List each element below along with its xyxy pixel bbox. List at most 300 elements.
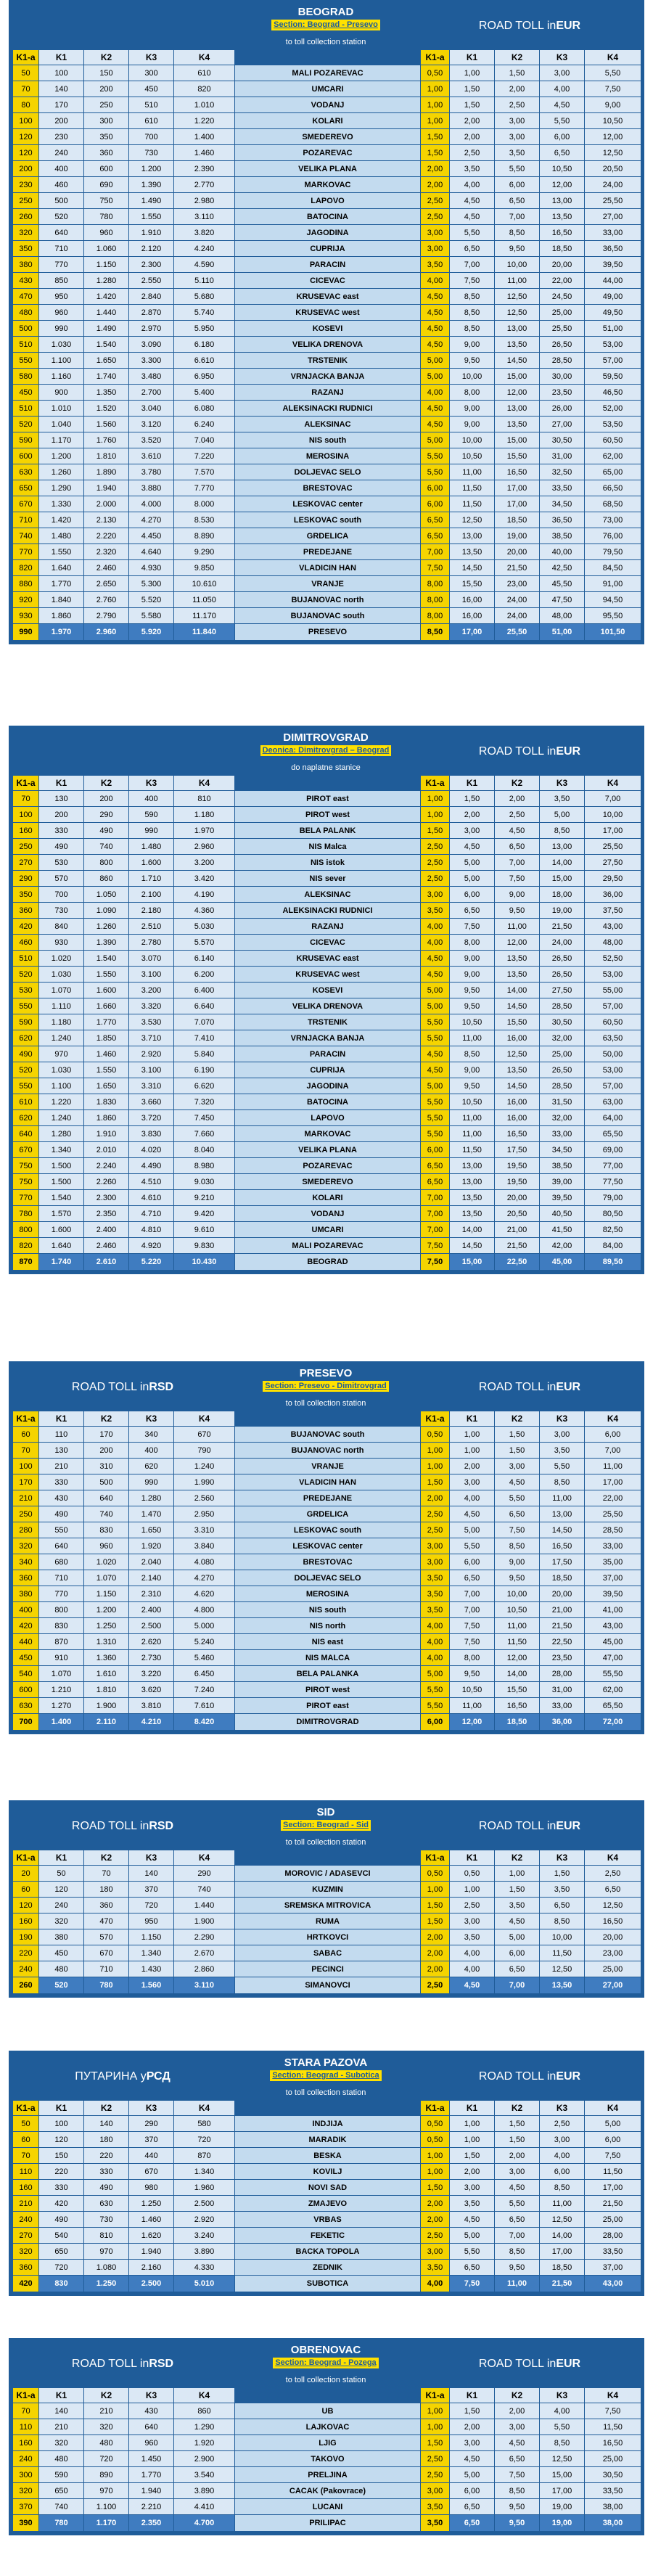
toll-value: 6.140	[174, 951, 235, 967]
toll-value: 20,00	[585, 1929, 641, 1945]
toll-value: 4.080	[174, 1554, 235, 1570]
column-header: K1	[39, 2101, 84, 2116]
toll-value: 17,50	[495, 1142, 540, 1158]
toll-value: 220	[84, 2148, 129, 2164]
station-name: JAGODINA	[235, 1078, 421, 1094]
toll-value: 16,50	[540, 225, 585, 241]
column-header: K1-a	[13, 50, 39, 65]
station-header	[235, 776, 421, 791]
toll-value: 12,50	[540, 2451, 585, 2467]
station-name: BUJANOVAC south	[235, 1427, 421, 1443]
toll-value: 1.600	[84, 983, 129, 998]
toll-value: 1.770	[39, 576, 84, 592]
toll-value: 3,00	[421, 225, 450, 241]
toll-value: 790	[174, 1443, 235, 1459]
section-title: BEOGRAD	[297, 6, 354, 18]
toll-value: 3,00	[495, 113, 540, 129]
toll-value: 430	[13, 273, 39, 289]
toll-value: 5.240	[174, 1634, 235, 1650]
toll-value: 21,50	[540, 919, 585, 935]
toll-value: 3,00	[450, 1913, 495, 1929]
toll-value: 680	[39, 1554, 84, 1570]
toll-section	[9, 1361, 644, 1734]
toll-value: 1.240	[39, 1110, 84, 1126]
toll-value: 2.300	[84, 1190, 129, 1206]
toll-value: 4.270	[129, 512, 174, 528]
station-name: VODANJ	[235, 1206, 421, 1222]
toll-value: 250	[13, 193, 39, 209]
toll-value: 39,50	[585, 257, 641, 273]
toll-value: 38,50	[540, 1158, 585, 1174]
station-name: ALEKSINACKI RUDNICI	[235, 401, 421, 417]
section-header	[12, 1364, 641, 1411]
toll-value: 470	[84, 1913, 129, 1929]
toll-value: 48,00	[585, 935, 641, 951]
toll-value: 24,00	[585, 177, 641, 193]
toll-value: 66,50	[585, 480, 641, 496]
toll-value: 1.440	[174, 1898, 235, 1913]
column-header: K1	[450, 776, 495, 791]
station-name: MEROSINA	[235, 1586, 421, 1602]
station-name: BRESTOVAC	[235, 480, 421, 496]
toll-value: 84,00	[585, 1238, 641, 1254]
total-value: 2.350	[129, 2515, 174, 2532]
toll-value: 28,00	[540, 1666, 585, 1682]
station-name: VODANJ	[235, 97, 421, 113]
toll-value: 11,00	[540, 1490, 585, 1506]
toll-value: 990	[129, 1474, 174, 1490]
station-name: BATOCINA	[235, 1094, 421, 1110]
table-row	[13, 1014, 641, 1030]
toll-value: 770	[13, 544, 39, 560]
toll-value: 12,50	[540, 1961, 585, 1977]
toll-value: 1.740	[84, 369, 129, 385]
toll-value: 6,50	[495, 1961, 540, 1977]
station-name: UMCARI	[235, 1222, 421, 1238]
toll-value: 2.130	[84, 512, 129, 528]
toll-value: 1.280	[39, 1126, 84, 1142]
section-title: OBRENOVAC	[290, 2344, 361, 2356]
toll-value: 3,00	[450, 2435, 495, 2451]
toll-value: 28,50	[540, 353, 585, 369]
total-value: 390	[13, 2515, 39, 2532]
toll-value: 3,00	[450, 2180, 495, 2196]
toll-value: 490	[84, 2180, 129, 2196]
toll-value: 3.830	[129, 1126, 174, 1142]
toll-value: 1.520	[84, 401, 129, 417]
station-name: NIS istok	[235, 855, 421, 871]
column-header: K1-a	[13, 776, 39, 791]
toll-value: 4,50	[450, 193, 495, 209]
toll-value: 490	[39, 2212, 84, 2228]
toll-value: 4.620	[174, 1586, 235, 1602]
toll-value: 830	[84, 1522, 129, 1538]
toll-value: 6,00	[421, 1142, 450, 1158]
toll-value: 4,00	[421, 935, 450, 951]
station-name: MARKOVAC	[235, 177, 421, 193]
toll-table	[12, 1850, 641, 1994]
table-row	[13, 448, 641, 464]
total-value: 2.610	[84, 1254, 129, 1271]
table-row	[13, 903, 641, 919]
toll-value: 300	[129, 65, 174, 81]
toll-value: 21,50	[495, 560, 540, 576]
toll-value: 2.400	[84, 1222, 129, 1238]
toll-value: 2,00	[495, 2148, 540, 2164]
toll-value: 2,50	[421, 839, 450, 855]
toll-value: 8,50	[495, 2244, 540, 2260]
toll-value: 820	[13, 560, 39, 576]
table-row	[13, 2403, 641, 2419]
toll-value: 720	[129, 1898, 174, 1913]
total-value: 3,50	[421, 2515, 450, 2532]
toll-value: 3.200	[174, 855, 235, 871]
station-name: LAPOVO	[235, 193, 421, 209]
toll-value: 380	[13, 1586, 39, 1602]
toll-value: 780	[84, 209, 129, 225]
right-title: ROAD TOLL in EUR	[478, 2358, 581, 2370]
toll-value: 1.180	[39, 1014, 84, 1030]
toll-value: 4,00	[540, 81, 585, 97]
toll-value: 2,00	[421, 1929, 450, 1945]
toll-value: 370	[13, 2499, 39, 2515]
toll-value: 720	[39, 2260, 84, 2276]
toll-value: 11,00	[540, 2196, 585, 2212]
toll-value: 770	[39, 1586, 84, 1602]
toll-value: 2,00	[450, 1459, 495, 1474]
table-row	[13, 592, 641, 608]
station-name: BELA PALANK	[235, 823, 421, 839]
toll-value: 730	[84, 2212, 129, 2228]
toll-value: 25,50	[585, 839, 641, 855]
toll-value: 220	[13, 1945, 39, 1961]
toll-value: 2.840	[129, 289, 174, 305]
table-row	[13, 1618, 641, 1634]
column-header: K1	[450, 2388, 495, 2403]
station-name: ZMAJEVO	[235, 2196, 421, 2212]
toll-value: 800	[13, 1222, 39, 1238]
toll-value: 28,00	[585, 2228, 641, 2244]
table-row	[13, 1030, 641, 1046]
toll-value: 5.400	[174, 385, 235, 401]
toll-value: 110	[13, 2164, 39, 2180]
toll-value: 610	[174, 65, 235, 81]
toll-value: 620	[13, 1030, 39, 1046]
toll-value: 3.840	[174, 1538, 235, 1554]
column-header: K2	[84, 776, 129, 791]
table-row	[13, 871, 641, 887]
toll-value: 5.030	[174, 919, 235, 935]
total-value: 1.970	[39, 624, 84, 641]
table-row	[13, 2180, 641, 2196]
toll-value: 1.340	[129, 1945, 174, 1961]
station-name: INDJIJA	[235, 2116, 421, 2132]
toll-value: 200	[39, 807, 84, 823]
toll-value: 1,50	[421, 2435, 450, 2451]
toll-value: 1.640	[39, 560, 84, 576]
toll-value: 4.330	[174, 2260, 235, 2276]
toll-value: 25,00	[585, 2451, 641, 2467]
toll-value: 2,50	[421, 2228, 450, 2244]
toll-value: 3,00	[495, 1459, 540, 1474]
column-header: K2	[495, 2388, 540, 2403]
total-value: 520	[39, 1977, 84, 1994]
station-name: CICEVAC	[235, 273, 421, 289]
left-title	[12, 3, 233, 49]
toll-value: 950	[129, 1913, 174, 1929]
toll-value: 200	[39, 113, 84, 129]
total-value: 6,50	[450, 2515, 495, 2532]
toll-value: 46,50	[585, 385, 641, 401]
toll-value: 6,50	[540, 145, 585, 161]
toll-value: 7.320	[174, 1094, 235, 1110]
toll-value: 32,50	[540, 464, 585, 480]
toll-value: 6,50	[495, 1506, 540, 1522]
column-header: K1	[39, 2388, 84, 2403]
toll-section	[9, 1800, 644, 1998]
toll-value: 2.350	[84, 1206, 129, 1222]
toll-value: 3,50	[540, 791, 585, 807]
toll-value: 6,50	[450, 2260, 495, 2276]
toll-value: 1.350	[84, 385, 129, 401]
toll-value: 3,00	[540, 65, 585, 81]
toll-value: 1.060	[84, 241, 129, 257]
toll-value: 670	[84, 1945, 129, 1961]
toll-value: 1.490	[84, 321, 129, 337]
toll-value: 4,00	[540, 2403, 585, 2419]
toll-value: 1.200	[129, 161, 174, 177]
toll-value: 10,50	[495, 1602, 540, 1618]
toll-value: 7,50	[495, 1522, 540, 1538]
toll-value: 3.090	[129, 337, 174, 353]
toll-value: 710	[39, 1570, 84, 1586]
toll-value: 2,00	[450, 2164, 495, 2180]
toll-value: 16,00	[495, 1110, 540, 1126]
table-row	[13, 1062, 641, 1078]
toll-value: 2.300	[129, 257, 174, 273]
table-row	[13, 1961, 641, 1977]
toll-value: 360	[13, 1570, 39, 1586]
column-header: K3	[129, 50, 174, 65]
column-header: K1	[450, 1411, 495, 1427]
toll-value: 350	[13, 887, 39, 903]
toll-value: 0,50	[450, 1866, 495, 1882]
toll-value: 33,00	[585, 1538, 641, 1554]
toll-value: 2.730	[129, 1650, 174, 1666]
toll-value: 7,00	[450, 1602, 495, 1618]
toll-value: 7,50	[450, 919, 495, 935]
toll-value: 21,00	[540, 1602, 585, 1618]
toll-value: 6.450	[174, 1666, 235, 1682]
section-subtitle: Section: Beograd - Presevo	[271, 20, 380, 30]
toll-value: 240	[13, 2451, 39, 2467]
toll-value: 370	[129, 2132, 174, 2148]
toll-value: 12,00	[495, 1650, 540, 1666]
table-row	[13, 1929, 641, 1945]
toll-value: 1.810	[84, 1682, 129, 1698]
toll-value: 480	[84, 2435, 129, 2451]
toll-value: 1.990	[174, 1474, 235, 1490]
toll-value: 50	[13, 65, 39, 81]
toll-value: 3,50	[495, 145, 540, 161]
toll-table	[12, 2100, 641, 2292]
column-header-row	[13, 1411, 641, 1427]
toll-value: 30,50	[585, 2467, 641, 2483]
toll-value: 44,00	[585, 273, 641, 289]
toll-value: 33,00	[540, 1126, 585, 1142]
toll-value: 300	[84, 113, 129, 129]
toll-value: 520	[13, 417, 39, 432]
toll-value: 1.150	[84, 1586, 129, 1602]
toll-value: 330	[39, 1474, 84, 1490]
toll-value: 1,50	[450, 81, 495, 97]
toll-value: 1.860	[84, 1110, 129, 1126]
toll-value: 400	[13, 1602, 39, 1618]
column-header: K1	[39, 50, 84, 65]
toll-value: 9.830	[174, 1238, 235, 1254]
toll-value: 3,00	[540, 1427, 585, 1443]
column-header: K1	[39, 1850, 84, 1866]
station-name: MARKOVAC	[235, 1126, 421, 1142]
toll-value: 1.070	[39, 1666, 84, 1682]
toll-value: 47,00	[585, 1650, 641, 1666]
station-name: LUCANI	[235, 2499, 421, 2515]
toll-value: 15,50	[450, 576, 495, 592]
table-row	[13, 2116, 641, 2132]
station-name: VRNJACKA BANJA	[235, 369, 421, 385]
toll-value: 40,00	[540, 544, 585, 560]
toll-value: 60	[13, 2132, 39, 2148]
toll-value: 1,50	[540, 1866, 585, 1882]
toll-value: 7.410	[174, 1030, 235, 1046]
toll-value: 460	[13, 935, 39, 951]
toll-value: 2,00	[421, 161, 450, 177]
section-title-block	[233, 1803, 419, 1850]
toll-value: 15,50	[495, 448, 540, 464]
toll-value: 5,00	[421, 1078, 450, 1094]
toll-value: 9,50	[450, 998, 495, 1014]
toll-value: 3.220	[129, 1666, 174, 1682]
toll-value: 4,00	[421, 1650, 450, 1666]
toll-value: 7.040	[174, 432, 235, 448]
toll-value: 1.660	[84, 998, 129, 1014]
toll-value: 830	[39, 1618, 84, 1634]
toll-value: 380	[39, 1929, 84, 1945]
toll-value: 1.430	[129, 1961, 174, 1977]
station-name: LJIG	[235, 2435, 421, 2451]
toll-value: 3,00	[495, 2419, 540, 2435]
toll-value: 870	[174, 2148, 235, 2164]
toll-value: 1.240	[39, 1030, 84, 1046]
toll-value: 27,00	[585, 209, 641, 225]
toll-value: 7.240	[174, 1682, 235, 1698]
station-name: VRANJE	[235, 576, 421, 592]
toll-value: 8,00	[421, 592, 450, 608]
toll-value: 9,50	[450, 1666, 495, 1682]
toll-value: 4,50	[540, 97, 585, 113]
toll-value: 9,00	[450, 951, 495, 967]
toll-value: 4,50	[450, 209, 495, 225]
total-value: 38,00	[585, 2515, 641, 2532]
column-header: K1	[39, 776, 84, 791]
toll-value: 48,00	[540, 608, 585, 624]
toll-value: 650	[39, 2483, 84, 2499]
station-name: UMCARI	[235, 81, 421, 97]
toll-value: 740	[39, 2499, 84, 2515]
toll-value: 1.440	[84, 305, 129, 321]
station-name: GRDELICA	[235, 528, 421, 544]
station-name: JAGODINA	[235, 225, 421, 241]
station-name: VRNJACKA BANJA	[235, 1030, 421, 1046]
toll-value: 10.610	[174, 576, 235, 592]
toll-value: 25,00	[540, 1046, 585, 1062]
toll-value: 3.710	[129, 1030, 174, 1046]
toll-value: 9,00	[495, 887, 540, 903]
toll-value: 17,00	[540, 2483, 585, 2499]
column-header: K4	[174, 776, 235, 791]
toll-value: 250	[13, 839, 39, 855]
toll-value: 240	[39, 145, 84, 161]
toll-value: 2,00	[495, 2403, 540, 2419]
toll-value: 70	[13, 2148, 39, 2164]
section-header	[12, 2054, 641, 2100]
toll-value: 3.810	[129, 1698, 174, 1714]
total-value: 12,00	[450, 1714, 495, 1731]
toll-value: 1.500	[39, 1174, 84, 1190]
column-header: K2	[495, 1411, 540, 1427]
table-row	[13, 1882, 641, 1898]
toll-value: 1.070	[39, 983, 84, 998]
toll-value: 60,50	[585, 432, 641, 448]
toll-value: 51,00	[585, 321, 641, 337]
toll-value: 7,50	[450, 273, 495, 289]
toll-value: 11,50	[540, 1945, 585, 1961]
column-header: K4	[174, 1411, 235, 1427]
toll-value: 11,50	[585, 2419, 641, 2435]
station-name: KOSEVI	[235, 983, 421, 998]
column-header-row	[13, 776, 641, 791]
toll-value: 630	[84, 2196, 129, 2212]
total-value: 260	[13, 1977, 39, 1994]
toll-value: 600	[84, 161, 129, 177]
toll-value: 6.400	[174, 983, 235, 998]
right-title: ROAD TOLL in EUR	[478, 745, 581, 758]
total-value: 8.420	[174, 1714, 235, 1731]
table-row	[13, 225, 641, 241]
toll-value: 4,50	[421, 1062, 450, 1078]
toll-value: 12,50	[495, 305, 540, 321]
toll-value: 9,00	[450, 967, 495, 983]
toll-value: 1.920	[129, 1538, 174, 1554]
toll-value: 4.800	[174, 1602, 235, 1618]
toll-value: 1.840	[39, 592, 84, 608]
toll-value: 4,50	[495, 823, 540, 839]
toll-table	[12, 1411, 641, 1731]
toll-value: 14,00	[495, 983, 540, 998]
toll-value: 6,00	[450, 1554, 495, 1570]
column-header-row	[13, 50, 641, 65]
toll-value: 20,50	[495, 1206, 540, 1222]
toll-value: 19,50	[495, 1158, 540, 1174]
station-name: SMEDEREVO	[235, 1174, 421, 1190]
toll-value: 7.220	[174, 448, 235, 464]
toll-value: 630	[13, 464, 39, 480]
toll-value: 3,00	[421, 1538, 450, 1554]
toll-value: 8,00	[450, 1650, 495, 1666]
toll-value: 25,00	[585, 2212, 641, 2228]
toll-value: 3.070	[129, 951, 174, 967]
toll-value: 1,00	[421, 2164, 450, 2180]
